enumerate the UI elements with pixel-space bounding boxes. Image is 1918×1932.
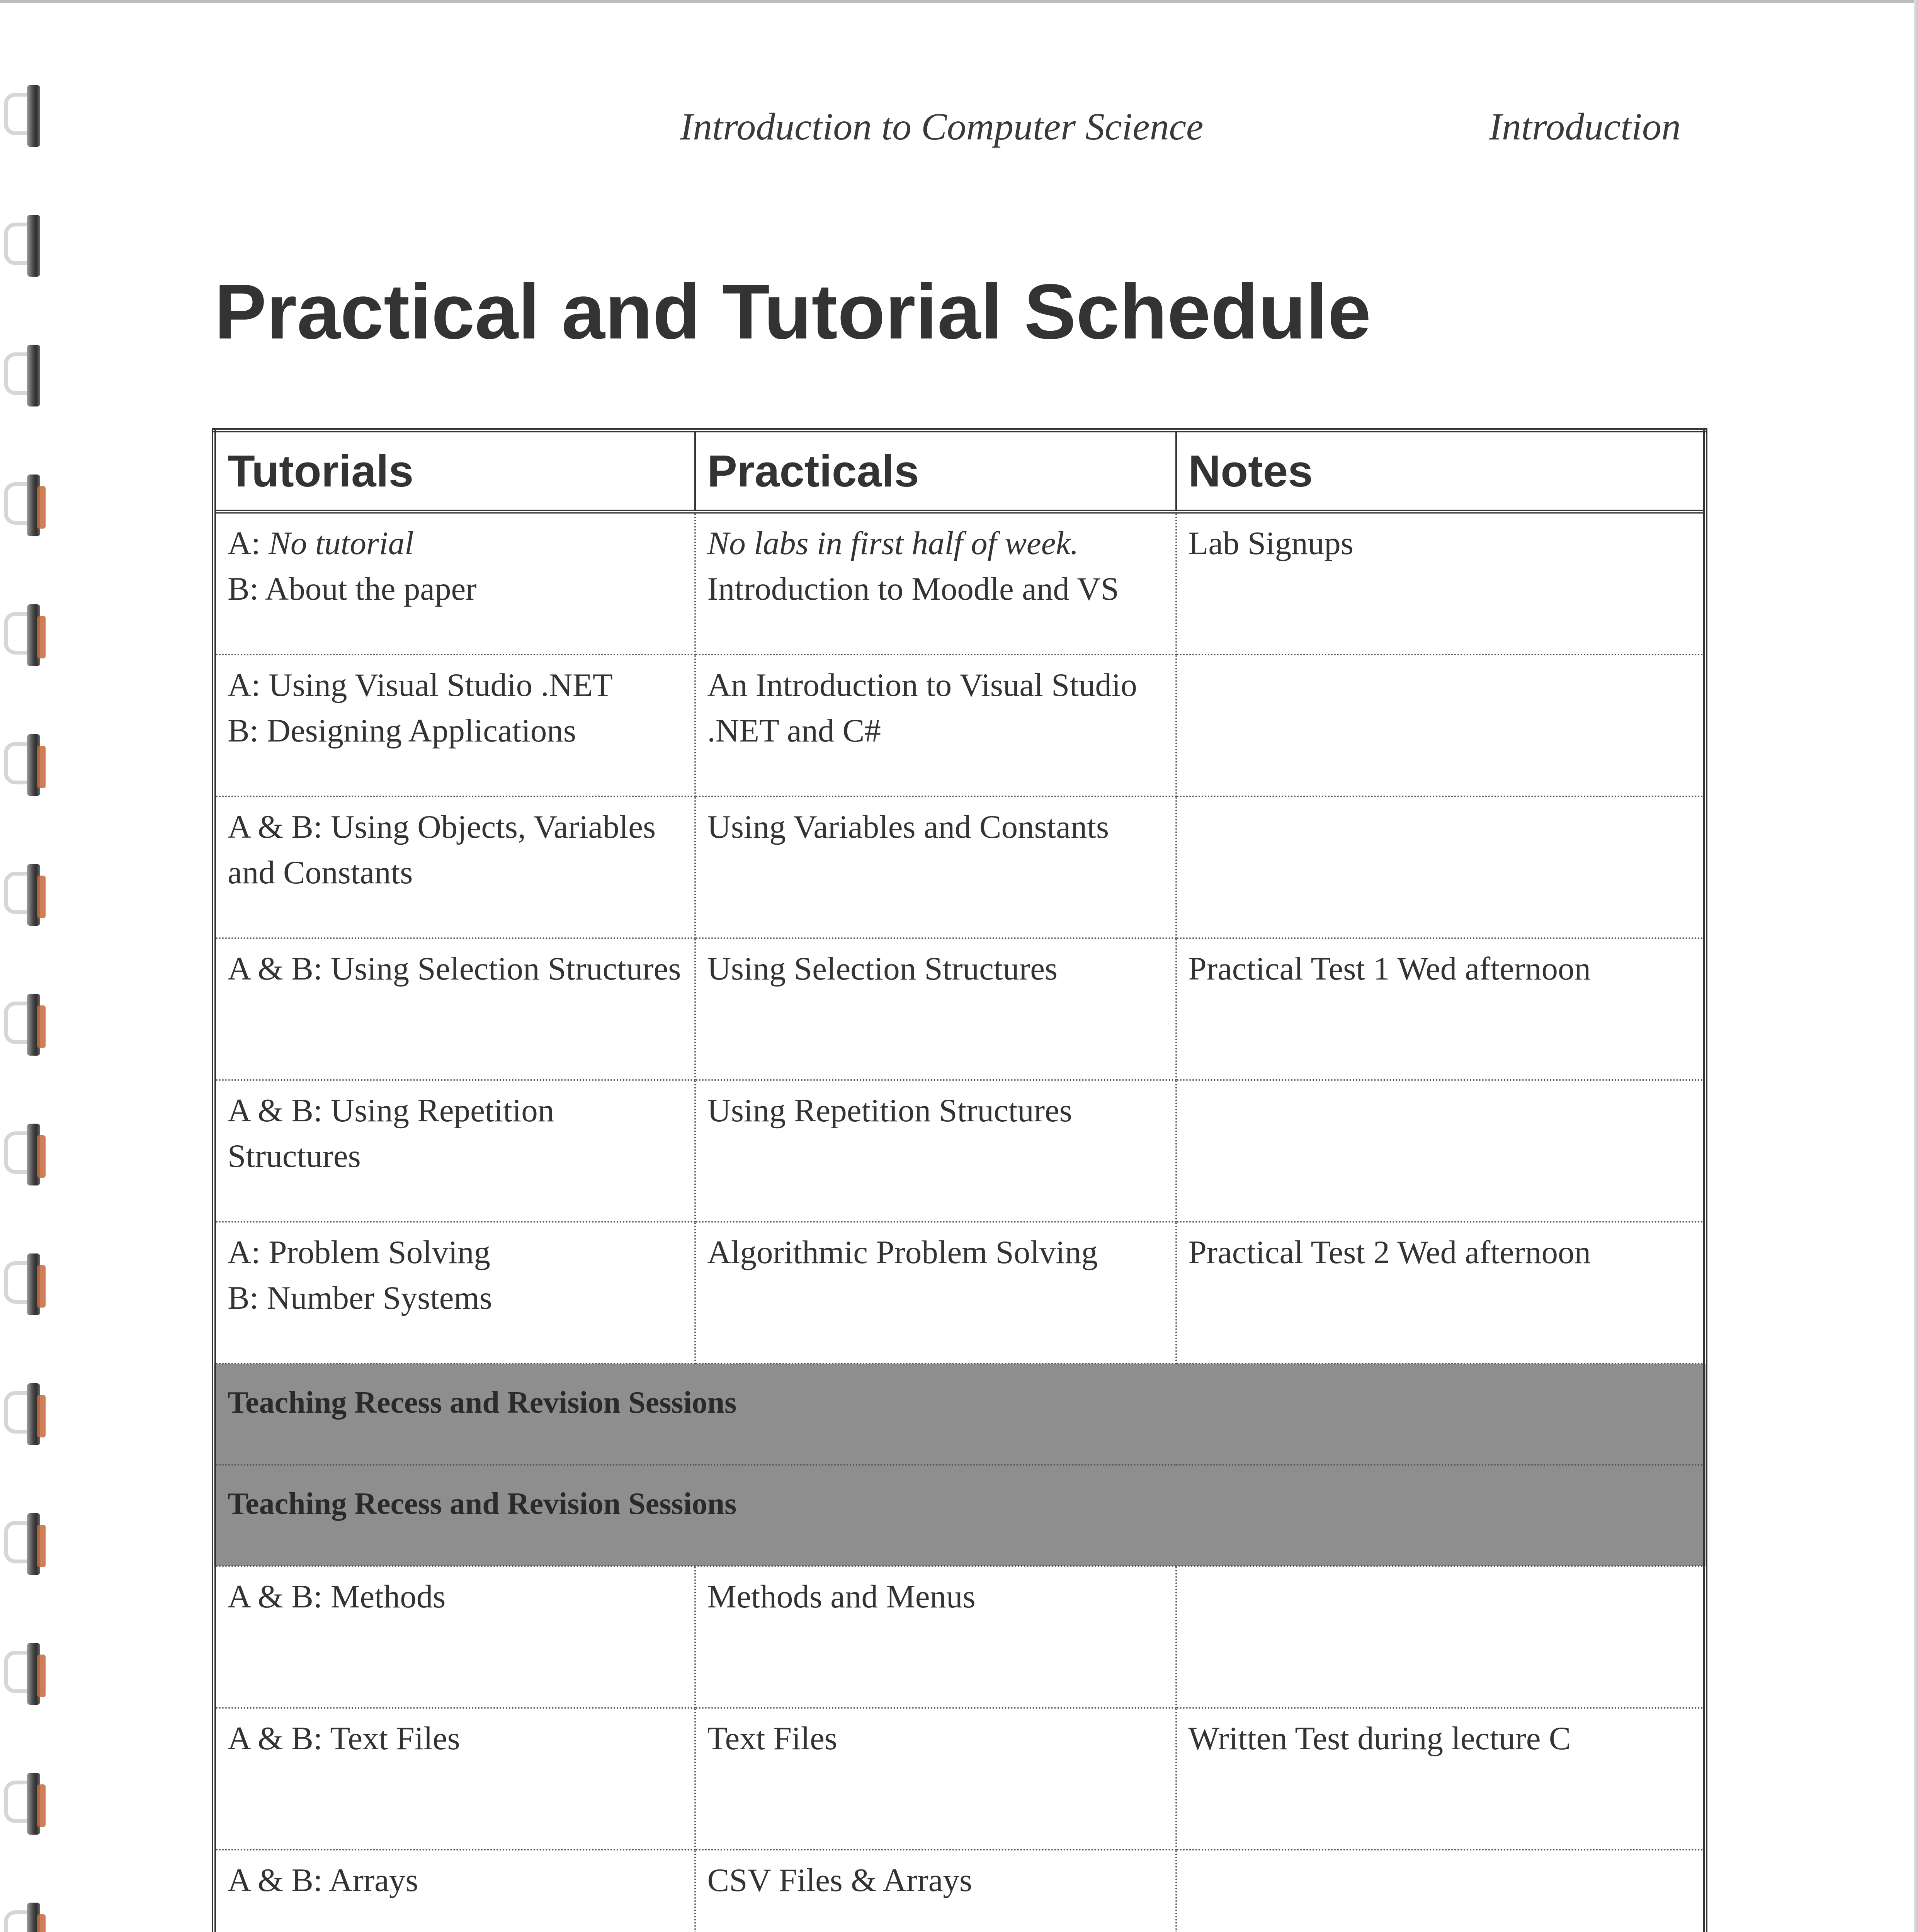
column-header-tutorials: Tutorials — [214, 430, 695, 512]
notes-cell — [1176, 1850, 1705, 1932]
tutorial-b-text: B: Number Systems — [228, 1280, 492, 1316]
binding-ring — [4, 1376, 50, 1449]
notes-cell — [1176, 655, 1705, 796]
table-row — [214, 796, 1705, 938]
binding-ring — [4, 1246, 50, 1319]
binding-ring — [4, 1765, 50, 1838]
recess-row — [214, 1364, 1705, 1465]
notes-cell — [1176, 796, 1705, 938]
book-title: Introduction to Computer Science — [680, 105, 1204, 148]
schedule-table — [212, 428, 1707, 1932]
tutorials-cell: A & B: Text Files — [214, 1708, 695, 1850]
tutorials-cell: A & B: Methods — [214, 1566, 695, 1708]
practicals-cell: Methods and Menus — [695, 1566, 1176, 1708]
practicals-cell: Algorithmic Problem Solving — [695, 1222, 1176, 1364]
binding-ring — [4, 1635, 50, 1709]
page-edge-right — [1914, 0, 1918, 1932]
notes-cell: Written Test during lecture C — [1176, 1708, 1705, 1850]
tutorial-a-text: A: Using Visual Studio .NET — [228, 667, 613, 703]
tutorials-cell: A & B: Using Selection Structures — [214, 938, 695, 1080]
notes-cell: Practical Test 2 Wed afternoon — [1176, 1222, 1705, 1364]
binding-ring — [4, 1505, 50, 1579]
practicals-cell: Text Files — [695, 1708, 1176, 1850]
recess-label: Teaching Recess and Revision Sessions — [214, 1465, 1705, 1566]
tutorials-cell: A & B: Using Repetition Structures — [214, 1080, 695, 1222]
practicals-cell: Using Repetition Structures — [695, 1080, 1176, 1222]
recess-label: Teaching Recess and Revision Sessions — [214, 1364, 1705, 1465]
binding-ring — [4, 726, 50, 800]
tutorials-cell — [214, 655, 695, 796]
tutorials-cell — [214, 512, 695, 655]
practicals-cell — [695, 512, 1176, 655]
binding-ring — [4, 856, 50, 930]
running-header — [657, 104, 1681, 158]
practicals-cell: Using Variables and Constants — [695, 796, 1176, 938]
column-header-practicals: Practicals — [695, 430, 1176, 512]
binding-ring — [4, 1116, 50, 1189]
table-row — [214, 1222, 1705, 1364]
table-row — [214, 1850, 1705, 1932]
tutorial-b-text: B: About the paper — [228, 571, 477, 607]
tutorial-b-text: B: Designing Applications — [228, 713, 576, 749]
table-row — [214, 512, 1705, 655]
binding-ring — [4, 1895, 50, 1932]
notes-cell: Lab Signups — [1176, 512, 1705, 655]
table-row — [214, 938, 1705, 1080]
practicals-cell: An Introduction to Visual Studio .NET and C# — [695, 655, 1176, 796]
tutorial-a-text: No tutorial — [269, 525, 414, 561]
binding-ring — [4, 597, 50, 670]
binding-ring — [4, 207, 50, 281]
table-row — [214, 1708, 1705, 1850]
page-edge — [0, 0, 1918, 3]
notes-cell — [1176, 1080, 1705, 1222]
column-header-notes: Notes — [1176, 430, 1705, 512]
practical-text: Introduction to Moodle and VS — [707, 571, 1119, 607]
practical-note: No labs in first half of week. — [707, 525, 1079, 561]
table-header-row — [214, 430, 1705, 512]
practicals-cell: CSV Files & Arrays — [695, 1850, 1176, 1932]
binding-ring — [4, 77, 50, 151]
binding-ring — [4, 337, 50, 410]
table-row — [214, 1566, 1705, 1708]
section-name: Introduction — [1489, 105, 1681, 148]
tutorial-a-text: A: Problem Solving — [228, 1234, 491, 1270]
tutorials-cell: A & B: Using Objects, Variables and Constants — [214, 796, 695, 938]
recess-row — [214, 1465, 1705, 1566]
practicals-cell: Using Selection Structures — [695, 938, 1176, 1080]
page-title: Practical and Tutorial Schedule — [214, 268, 1371, 355]
tutorial-a-prefix: A: — [228, 525, 269, 561]
binding-ring — [4, 467, 50, 540]
tutorials-cell: A & B: Arrays — [214, 1850, 695, 1932]
spiral-binding — [0, 0, 58, 1932]
tutorials-cell — [214, 1222, 695, 1364]
notes-cell: Practical Test 1 Wed afternoon — [1176, 938, 1705, 1080]
table-row — [214, 655, 1705, 796]
binding-ring — [4, 986, 50, 1060]
notes-cell — [1176, 1566, 1705, 1708]
table-row — [214, 1080, 1705, 1222]
